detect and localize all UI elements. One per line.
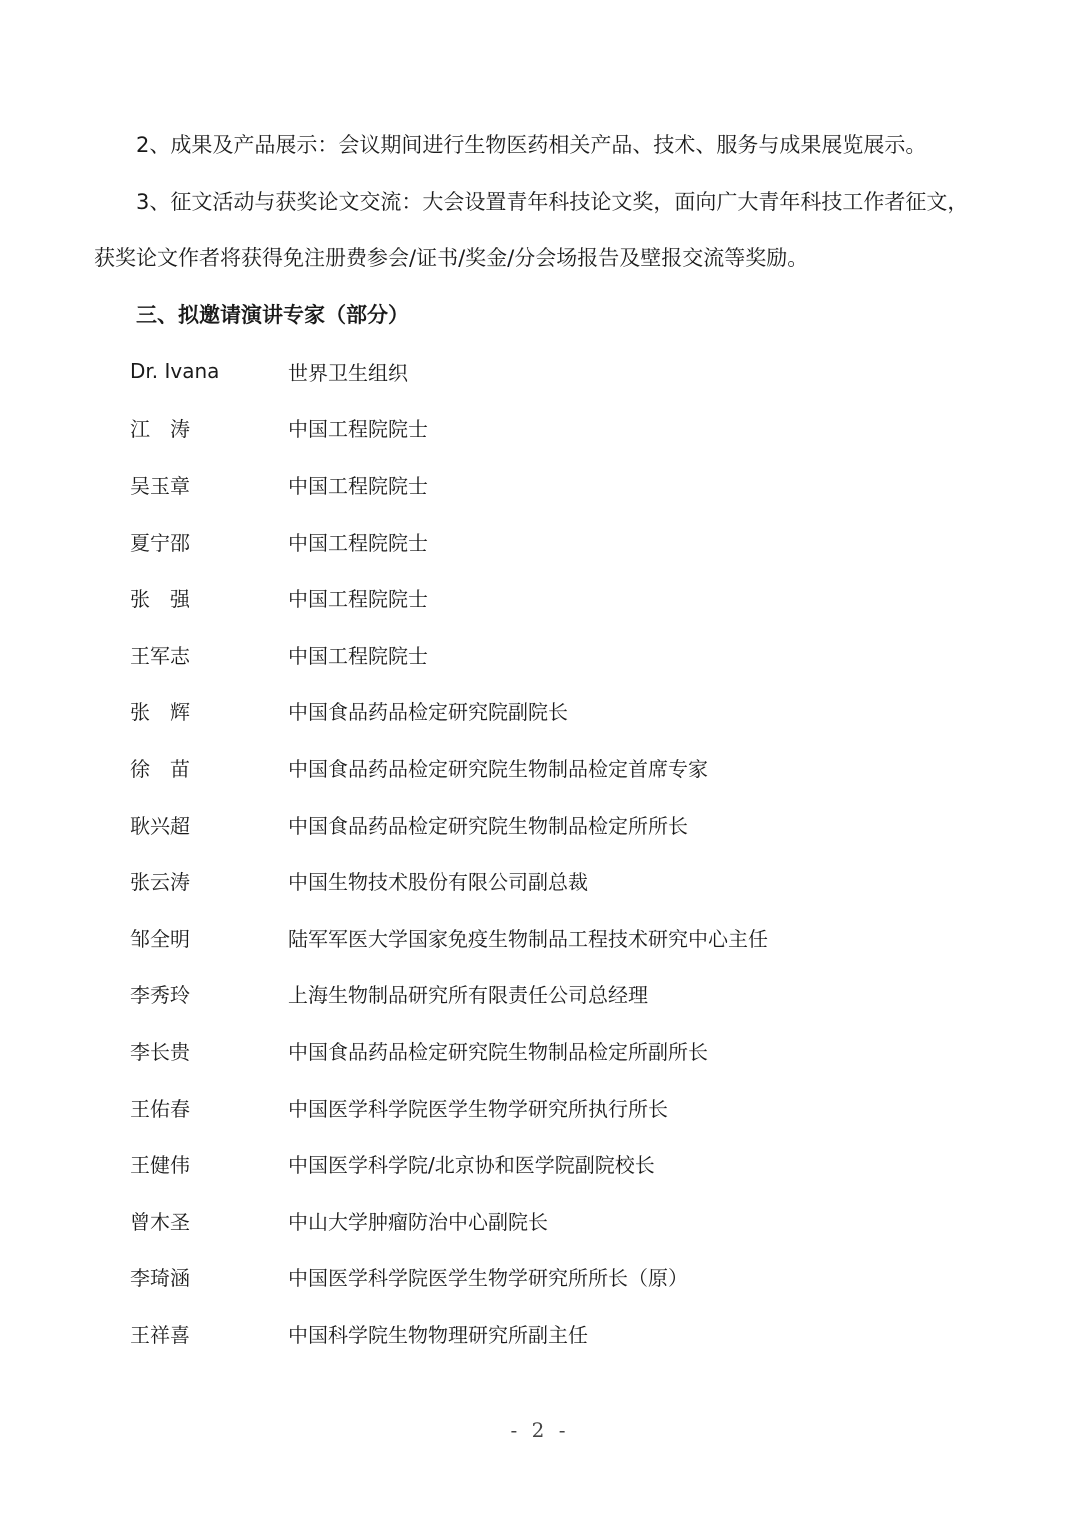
paragraph-exhibition: 2、成果及产品展示：会议期间进行生物医药相关产品、技术、服务与成果展览展示。 <box>136 133 927 157</box>
speaker-org: 中国生物技术股份有限公司副总裁 <box>288 870 588 895</box>
speaker-name: 夏宁邵 <box>130 530 190 555</box>
speaker-row <box>130 739 930 796</box>
speaker-name: 李长贵 <box>130 1039 190 1064</box>
speaker-row <box>130 1022 930 1079</box>
speaker-name: 王佑春 <box>130 1096 190 1121</box>
speaker-name: 耿兴超 <box>130 813 190 838</box>
speaker-name: 李秀玲 <box>130 983 190 1008</box>
speaker-org: 陆军军医大学国家免疫生物制品工程技术研究中心主任 <box>288 926 768 951</box>
speaker-org: 中国食品药品检定研究院副院长 <box>288 700 568 725</box>
speaker-row <box>130 1135 930 1192</box>
speaker-row <box>130 796 930 853</box>
paragraph-essay-line1: 3、征文活动与获奖论文交流：大会设置青年科技论文奖，面向广大青年科技工作者征文， <box>136 190 969 214</box>
speaker-org: 中国工程院院士 <box>288 643 428 668</box>
speaker-name: 张 辉 <box>130 700 190 725</box>
speaker-org: 中国工程院院士 <box>288 587 428 612</box>
speaker-name: 张云涛 <box>130 870 190 895</box>
speaker-row <box>130 400 930 457</box>
speaker-org: 中国食品药品检定研究院生物制品检定所所长 <box>288 813 688 838</box>
speaker-name: 王健伟 <box>130 1153 190 1178</box>
speaker-row <box>130 456 930 513</box>
page-number: - 2 - <box>510 1418 570 1442</box>
speaker-row <box>130 1079 930 1136</box>
speaker-name: 张 强 <box>130 587 190 612</box>
speaker-row <box>130 966 930 1023</box>
section-heading-speakers: 三、拟邀请演讲专家（部分） <box>136 303 409 327</box>
speaker-row <box>130 569 930 626</box>
speaker-org: 中国工程院院士 <box>288 473 428 498</box>
speaker-org: 中国工程院院士 <box>288 417 428 442</box>
speaker-row <box>130 626 930 683</box>
speaker-org: 中国食品药品检定研究院生物制品检定所副所长 <box>288 1039 708 1064</box>
speaker-org: 中山大学肿瘤防治中心副院长 <box>288 1209 548 1234</box>
paragraph-essay-line2: 获奖论文作者将获得免注册费参会/证书/奖金/分会场报告及壁报交流等奖励。 <box>94 246 809 270</box>
speaker-name: 曾木圣 <box>130 1209 190 1234</box>
speaker-name: 李琦涵 <box>130 1266 190 1291</box>
speaker-row <box>130 909 930 966</box>
speaker-row <box>130 513 930 570</box>
speaker-name: 王军志 <box>130 643 190 668</box>
speaker-name: 王祥喜 <box>130 1322 190 1347</box>
speaker-list <box>130 343 930 1362</box>
speaker-row <box>130 1305 930 1362</box>
speaker-name: Dr. Ivana <box>130 359 220 384</box>
speaker-org: 中国工程院院士 <box>288 530 428 555</box>
speaker-name: 徐 苗 <box>130 756 190 781</box>
speaker-org: 上海生物制品研究所有限责任公司总经理 <box>288 983 648 1008</box>
speaker-org: 中国医学科学院医学生物学研究所所长（原） <box>288 1266 688 1291</box>
speaker-row <box>130 1249 930 1306</box>
speaker-org: 中国科学院生物物理研究所副主任 <box>288 1322 588 1347</box>
speaker-row <box>130 343 930 400</box>
speaker-org: 中国医学科学院医学生物学研究所执行所长 <box>288 1096 668 1121</box>
speaker-org: 中国医学科学院/北京协和医学院副院校长 <box>288 1153 655 1178</box>
speaker-row <box>130 1192 930 1249</box>
speaker-name: 邹全明 <box>130 926 190 951</box>
speaker-row <box>130 852 930 909</box>
speaker-org: 世界卫生组织 <box>288 360 408 385</box>
speaker-org: 中国食品药品检定研究院生物制品检定首席专家 <box>288 756 708 781</box>
speaker-row <box>130 683 930 740</box>
speaker-name: 吴玉章 <box>130 473 190 498</box>
speaker-name: 江 涛 <box>130 417 190 442</box>
